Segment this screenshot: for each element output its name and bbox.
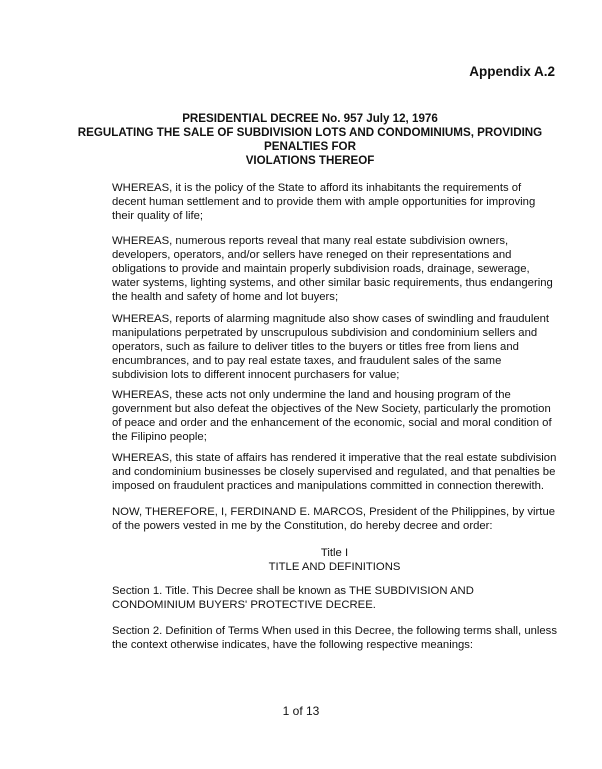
paragraph-whereas-3: WHEREAS, reports of alarming magnitude also show cases of swindling and fraudulent manipulations perpetrated by unscrupulous subdivision and condominium sellers and operators, such as failure to deliver titles to the buyers or titles free from liens and encumbrances, and to pay real estate taxes, and fraudulent sales of the same subdivision lots to different innocent purchasers for value; <box>112 313 550 381</box>
title-heading: Title I <box>320 547 349 559</box>
page-indicator: 1 of 13 <box>282 704 320 718</box>
paragraph-whereas-2: WHEREAS, numerous reports reveal that many real estate subdivision owners, developers, operators, and/or sellers have reneged on their representations and obligations to provide and maintain properly subdivision roads, drainage, sewerage, water systems, lighting systems, and other similar basic requirements, thus endangering the health and safety of home and lot buyers; <box>112 235 553 303</box>
decree-title-line-4: VIOLATIONS THEREOF <box>245 154 375 167</box>
section-1: Section 1. Title. This Decree shall be known as THE SUBDIVISION AND CONDOMINIUM BUYERS' PROTECTIVE DECREE. <box>112 585 474 611</box>
decree-title-line-3: PENALTIES FOR <box>264 140 356 153</box>
decree-title <box>60 112 560 168</box>
paragraph-now-therefore: NOW, THEREFORE, I, FERDINAND E. MARCOS, President of the Philippines, by virtue of the powers vested in me by the Constitution, do hereby decree and order: <box>112 506 556 532</box>
decree-title-line-2: REGULATING THE SALE OF SUBDIVISION LOTS AND CONDOMINIUMS, PROVIDING <box>77 126 543 139</box>
paragraph-whereas-1: WHEREAS, it is the policy of the State to afford its inhabitants the requirements of decent human settlement and to provide them with ample opportunities for improving their quality of life; <box>112 182 536 222</box>
section-2: Section 2. Definition of Terms When used in this Decree, the following terms shall, unless the context otherwise indicates, have the following respective meanings: <box>112 625 557 651</box>
appendix-label: Appendix A.2 <box>469 64 555 79</box>
decree-title-line-1: PRESIDENTIAL DECREE No. 957 July 12, 1976 <box>182 112 438 125</box>
paragraph-whereas-5: WHEREAS, this state of affairs has rendered it imperative that the real estate subdivision and condominium businesses be closely supervised and regulated, and that penalties be imposed on fraudulent practices and manipulations committed in connection therewith. <box>112 452 557 492</box>
title-subheading: TITLE AND DEFINITIONS <box>268 561 401 573</box>
paragraph-whereas-4: WHEREAS, these acts not only undermine the land and housing program of the government but also defeat the objectives of the New Society, particularly the promotion of peace and order and the enhancement of the economic, social and moral condition of the Filipino people; <box>112 389 552 443</box>
